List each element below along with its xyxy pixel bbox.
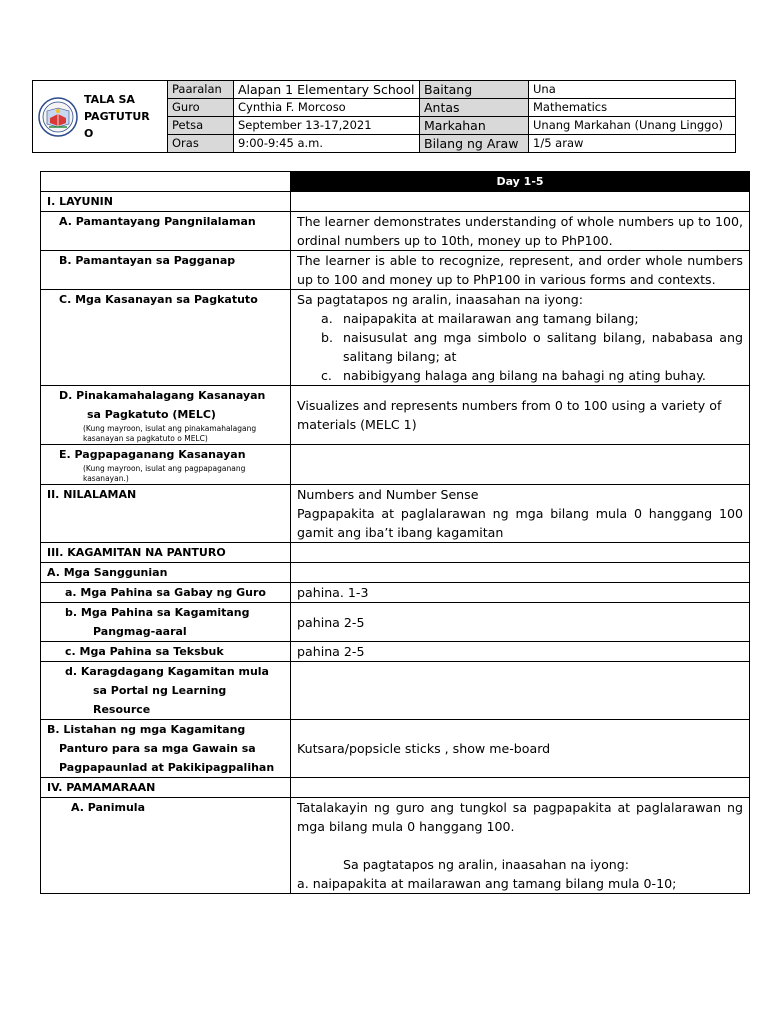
panimula-paragraph: Tatalakayin ng guro ang tungkol sa pagpapakita at paglalarawan ng mga bilang mula 0 hanggang 100.	[297, 800, 743, 834]
field-label: Paaralan	[168, 81, 234, 99]
label-pamantayang-pangnilalaman: A. Pamantayang Pangnilalaman	[41, 212, 291, 251]
panimula-objective: a. naipapakita at mailarawan ang tamang bilang mula 0-10;	[297, 876, 677, 891]
table-row	[41, 778, 750, 798]
pagpapaganang-label: E. Pagpapaganang Kasanayan	[59, 448, 246, 461]
empty-cell	[291, 543, 750, 563]
list-text: naipapakita at mailarawan ang tamang bilang;	[343, 311, 639, 326]
field-label: Markahan	[420, 117, 529, 135]
field-value: Cynthia F. Morcoso	[234, 99, 420, 117]
deped-seal-icon	[38, 97, 78, 137]
value-listahan: Kutsara/popsicle sticks , show me-board	[291, 720, 750, 778]
table-row	[41, 172, 750, 192]
listahan-line1: B. Listahan ng mga Kagamitang	[47, 723, 246, 736]
list-marker: b.	[321, 330, 333, 345]
table-row	[41, 251, 750, 290]
label-teksbuk: c. Mga Pahina sa Teksbuk	[41, 642, 291, 662]
empty-cell	[291, 563, 750, 583]
value-melc: Visualizes and represents numbers from 0 to 100 using a variety of materials (MELC 1)	[291, 386, 750, 445]
value-gabay-ng-guro: pahina. 1-3	[291, 583, 750, 603]
value-teksbuk: pahina 2-5	[291, 642, 750, 662]
melc-note: (Kung mayroon, isulat ang pinakamahalagang kasanayan sa pagkatuto o MELC)	[83, 424, 257, 443]
label-sanggunian: A. Mga Sanggunian	[41, 563, 291, 583]
lesson-plan-table	[40, 171, 750, 894]
table-row	[41, 445, 750, 485]
table-row	[41, 212, 750, 251]
label-gabay-ng-guro: a. Mga Pahina sa Gabay ng Guro	[41, 583, 291, 603]
learning-resource-line2: sa Portal ng Learning Resource	[93, 684, 227, 716]
section-kagamitan: III. KAGAMITAN NA PANTURO	[41, 543, 291, 563]
list-marker: a.	[321, 311, 333, 326]
table-row	[41, 798, 750, 894]
value-pamantayang-pangnilalaman: The learner demonstrates understanding of whole numbers up to 100, ordinal numbers up to 10th, money up to PhP100.	[291, 212, 750, 251]
table-row	[41, 290, 750, 386]
field-value: September 13-17,2021	[234, 117, 420, 135]
value-panimula	[291, 798, 750, 894]
value-pamantayan-sa-pagganap: The learner is able to recognize, represent, and order whole numbers up to 100 and money up to PhP100 in various forms and contexts.	[291, 251, 750, 290]
label-kasanayan-sa-pagkatuto: C. Mga Kasanayan sa Pagkatuto	[41, 290, 291, 386]
field-label: Petsa	[168, 117, 234, 135]
listahan-line3: Pagpapaunlad at Pakikipagpalihan	[59, 761, 275, 774]
list-text: naisusulat ang mga simbolo o salitang bilang, nababasa ang salitang bilang; at	[343, 330, 743, 364]
field-label: Guro	[168, 99, 234, 117]
field-value: 9:00-9:45 a.m.	[234, 135, 420, 153]
nilalaman-topic: Numbers and Number Sense	[297, 487, 479, 502]
section-nilalaman: II. NILALAMAN	[41, 485, 291, 543]
field-label: Baitang	[420, 81, 529, 99]
section-layunin: I. LAYUNIN	[41, 192, 291, 212]
empty-cell	[291, 778, 750, 798]
day-header: Day 1-5	[291, 172, 750, 192]
kagamitang-label-line2: Pangmag-aaral	[93, 625, 187, 638]
header-table	[32, 80, 736, 153]
empty-cell	[291, 192, 750, 212]
field-value: Alapan 1 Elementary School	[234, 81, 420, 99]
table-row	[41, 642, 750, 662]
objectives-list	[297, 309, 743, 385]
list-item	[297, 328, 743, 366]
value-kagamitang-pangmag-aaral: pahina 2-5	[291, 603, 750, 642]
panimula-intro: Sa pagtatapos ng aralin, inaasahan na iyong:	[343, 857, 630, 872]
label-pagpapaganang-kasanayan	[41, 445, 291, 485]
field-value: 1/5 araw	[529, 135, 736, 153]
table-row	[41, 543, 750, 563]
list-item	[297, 366, 743, 385]
table-row	[41, 583, 750, 603]
empty-cell	[291, 445, 750, 485]
field-label: Oras	[168, 135, 234, 153]
section-pamamaraan: IV. PAMAMARAAN	[41, 778, 291, 798]
spacer	[297, 836, 743, 855]
table-row	[41, 386, 750, 445]
list-item	[297, 309, 743, 328]
listahan-line2: Panturo para sa mga Gawain sa	[59, 742, 256, 755]
field-label: Bilang ng Araw	[420, 135, 529, 153]
objectives-intro: Sa pagtatapos ng aralin, inaasahan na iyong:	[297, 292, 584, 307]
table-row	[41, 485, 750, 543]
pagpapaganang-note: (Kung mayroon, isulat ang pagpapaganang kasanayan.)	[83, 464, 246, 483]
logo-cell	[33, 81, 168, 153]
melc-label-line1: D. Pinakamahalagang Kasanayan	[59, 389, 266, 402]
label-panimula: A. Panimula	[41, 798, 291, 894]
melc-label-line2: sa Pagkatuto (MELC)	[87, 408, 216, 421]
kagamitang-label-line1: b. Mga Pahina sa Kagamitang	[65, 606, 250, 619]
empty-cell	[291, 662, 750, 720]
value-kasanayan-sa-pagkatuto	[291, 290, 750, 386]
label-listahan	[41, 720, 291, 778]
field-label: Antas	[420, 99, 529, 117]
list-text: nabibigyang halaga ang bilang na bahagi ng ating buhay.	[343, 368, 706, 383]
field-value: Una	[529, 81, 736, 99]
learning-resource-line1: d. Karagdagang Kagamitan mula	[65, 665, 269, 678]
value-nilalaman	[291, 485, 750, 543]
list-marker: c.	[321, 368, 332, 383]
form-title: TALA SA PAGTUTUR O	[84, 93, 150, 140]
table-row	[41, 563, 750, 583]
label-kagamitang-pangmag-aaral	[41, 603, 291, 642]
empty-cell	[41, 172, 291, 192]
field-value: Mathematics	[529, 99, 736, 117]
field-value: Unang Markahan (Unang Linggo)	[529, 117, 736, 135]
table-row	[41, 662, 750, 720]
table-row	[41, 192, 750, 212]
label-learning-resource	[41, 662, 291, 720]
label-pamantayan-sa-pagganap: B. Pamantayan sa Pagganap	[41, 251, 291, 290]
nilalaman-description: Pagpapakita at paglalarawan ng mga bilang mula 0 hanggang 100 gamit ang iba’t ibang kagamitan	[297, 506, 743, 540]
table-row	[41, 603, 750, 642]
table-row	[41, 720, 750, 778]
label-melc	[41, 386, 291, 445]
